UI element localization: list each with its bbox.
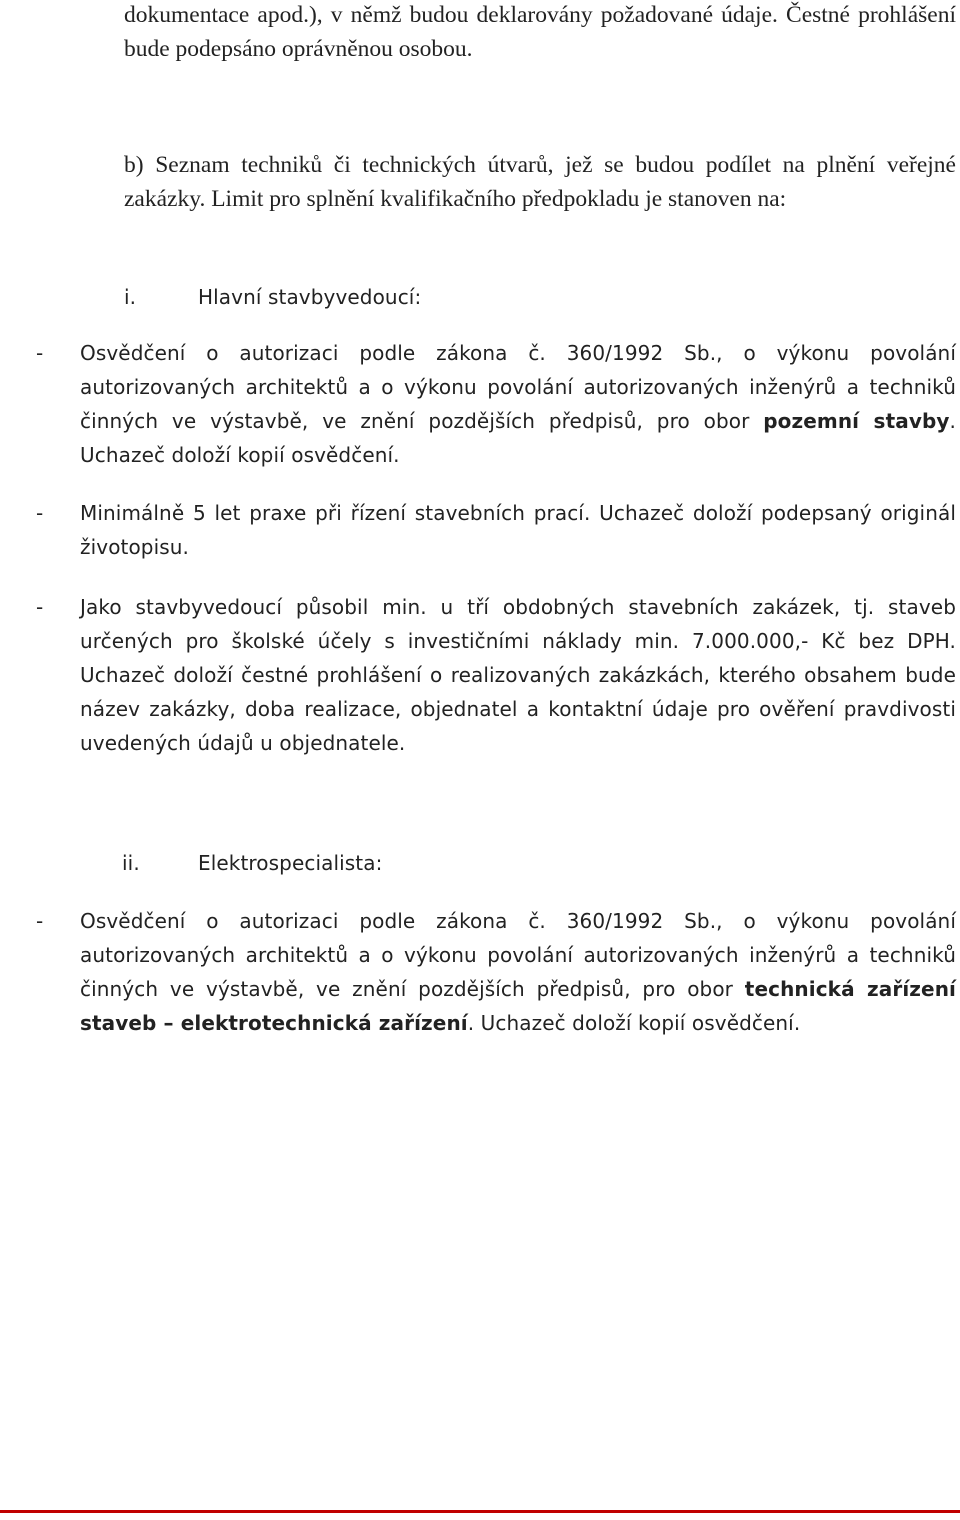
bullet-text: Jako stavbyvedoucí působil min. u tří obdobných stavebních zakázek, tj. staveb určených pro školské účely s investičními náklady min. 7.000.000,- Kč bez DPH. Uchazeč doloží čestné prohlášení o realizovaných zakázkách, kterého obsahem bude název zakázky, doba realizace, objednatel a kontaktní údaje pro ověření pravdivosti uvedených údajů u objednatele. — [80, 595, 956, 755]
item-ii-marker: ii. — [122, 851, 140, 875]
item-i-marker: i. — [124, 285, 137, 309]
bullet-text: Osvědčení o autorizaci podle zákona č. 360/1992 Sb., o výkonu povolání autorizovaných architektů a o výkonu povolání autorizovaných inženýrů a techniků činných ve výstavbě, ve znění pozdějších předpisů, pro obor — [80, 341, 956, 433]
intro-paragraph — [124, 0, 956, 66]
item-ii-title: Elektrospecialista: — [198, 851, 383, 875]
item-i-bullet-2 — [80, 496, 956, 564]
item-i-title: Hlavní stavbyvedoucí: — [198, 285, 422, 309]
section-b-paragraph — [124, 148, 956, 216]
bullet-text: Osvědčení o autorizaci podle zákona č. 360/1992 Sb., o výkonu povolání autorizovaných architektů a o výkonu povolání autorizovaných inženýrů a techniků činných ve výstavbě, ve znění pozdějších předpisů, pro obor — [80, 909, 956, 1001]
bullet-bold-text: pozemní stavby — [763, 409, 950, 433]
bullet-dash: - — [36, 595, 44, 619]
bullet-text-after: . Uchazeč doloží kopií osvědčení. — [80, 409, 956, 467]
bullet-dash: - — [36, 341, 44, 365]
page-bottom-rule — [0, 1510, 960, 1513]
intro-text: dokumentace apod.), v němž budou deklarovány požadované údaje. Čestné prohlášení bude podepsáno oprávněnou osobou. — [124, 2, 956, 62]
bullet-text-after: . Uchazeč doloží kopií osvědčení. — [467, 1011, 801, 1035]
bullet-dash: - — [36, 501, 44, 525]
bullet-dash: - — [36, 909, 44, 933]
bullet-bold-text: technická zařízení staveb – elektrotechnická zařízení — [80, 977, 956, 1035]
bullet-text: Minimálně 5 let praxe při řízení stavebních prací. Uchazeč doloží podepsaný originál životopisu. — [80, 501, 956, 559]
section-b-text: b) Seznam techniků či technických útvarů, jež se budou podílet na plnění veřejné zakázky. Limit pro splnění kvalifikačního předpokladu je stanoven na: — [124, 152, 956, 212]
item-i-bullet-3 — [80, 590, 956, 760]
item-ii-bullet-1 — [80, 904, 956, 1040]
item-i-bullet-1 — [80, 336, 956, 472]
